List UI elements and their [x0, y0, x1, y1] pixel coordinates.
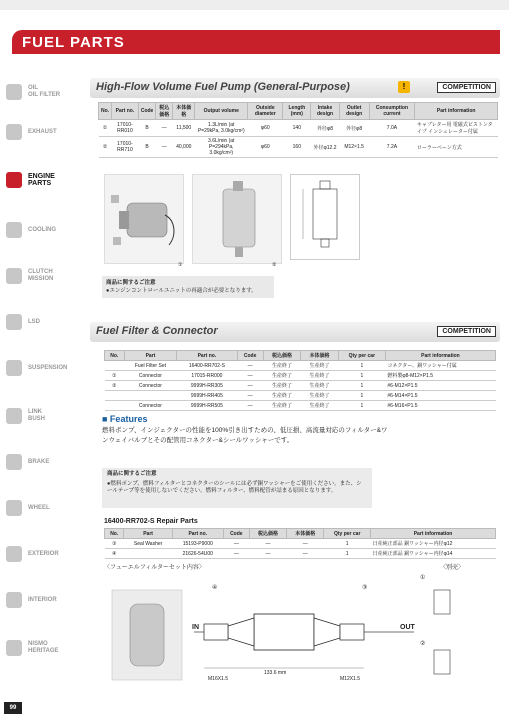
out-label: OUT	[400, 624, 415, 631]
sidebar-item-label: CLUTCH MISSION	[28, 269, 54, 282]
table-row	[105, 539, 496, 549]
table-cell: 1	[338, 371, 385, 381]
filter-section-header	[90, 322, 500, 342]
table-cell: φ60	[248, 120, 283, 137]
table-cell: Connector	[124, 371, 177, 381]
table-cell: —	[287, 549, 324, 559]
table-cell: —	[237, 381, 263, 391]
sidebar-item-cooling[interactable]	[6, 218, 90, 242]
table-cell: #6-M12×P1.5	[385, 381, 495, 391]
sidebar-item-brake[interactable]	[6, 450, 90, 474]
table-cell: M12×1.5	[339, 137, 369, 158]
sidebar-item-label: WHEEL	[28, 504, 50, 511]
page-title: FUEL PARTS	[12, 30, 500, 54]
table-cell: —	[287, 539, 324, 549]
table-cell: 生産終了	[301, 361, 339, 371]
table-cell: 9999H-RR505	[177, 401, 237, 411]
table-header: 本体価格	[301, 351, 339, 361]
table-cell: 7.0A	[369, 120, 415, 137]
warning-icon: !	[398, 81, 410, 93]
table-cell: 160	[283, 137, 311, 158]
table-header: Intake design	[311, 103, 339, 120]
table-header: Part no.	[177, 351, 237, 361]
table-row	[105, 391, 496, 401]
thread-right-label: M12X1.5	[340, 676, 361, 682]
table-cell: 外径φ12.2	[311, 137, 339, 158]
sidebar-item-suspension[interactable]	[6, 356, 90, 380]
table-cell: Connector	[124, 401, 177, 411]
table-cell: ②	[99, 137, 112, 158]
table-header: Code	[237, 351, 263, 361]
table-header: Code	[138, 103, 156, 120]
link-bush-icon	[6, 408, 22, 424]
table-cell: 11,500	[173, 120, 195, 137]
sidebar-item-wheel[interactable]	[6, 496, 90, 520]
table-cell: 9999H-RR305	[177, 381, 237, 391]
sidebar-item-lsd[interactable]	[6, 310, 90, 334]
table-cell: 生産終了	[263, 401, 301, 411]
table-header: Outside diameter	[248, 103, 283, 120]
repair-parts-title: 16400-RR702-S Repair Parts	[104, 518, 198, 525]
table-cell: —	[237, 391, 263, 401]
suspension-icon	[6, 360, 22, 376]
sidebar-item-label: COOLING	[28, 226, 56, 233]
pump-photo-2	[192, 174, 282, 264]
filter-set-label: 〈フューエルフィルターセット内容〉	[104, 565, 205, 571]
table-cell: —	[237, 371, 263, 381]
table-row	[105, 381, 496, 391]
part-number-2: ②	[420, 641, 426, 647]
table-header: 本体価格	[287, 529, 324, 539]
sidebar-item-link-bush[interactable]	[6, 404, 90, 428]
table-cell: 生産終了	[263, 381, 301, 391]
pump-section-header	[90, 78, 500, 98]
clutch-icon	[6, 268, 22, 284]
pump-table	[98, 102, 498, 158]
competition-badge: COMPETITION	[437, 82, 496, 93]
sidebar-item-label: LSD	[28, 318, 40, 325]
table-row	[105, 549, 496, 559]
table-cell: #6-M16×P1.5	[385, 401, 495, 411]
page-number: 99	[4, 702, 22, 714]
table-cell: ④	[105, 549, 124, 559]
table-row	[105, 361, 496, 371]
table-cell	[105, 361, 125, 371]
table-row	[99, 120, 498, 137]
table-cell: コネクター、銅ワッシャー付属	[385, 361, 495, 371]
table-cell: 140	[283, 120, 311, 137]
table-cell: 21626-54U00	[172, 549, 223, 559]
table-cell: 1.3L/min (at P=29kPa, 3.0kg/cm²)	[195, 120, 248, 137]
table-header: No.	[105, 351, 125, 361]
sidebar-item-label: LINK BUSH	[28, 409, 46, 422]
sidebar-item-nismo-heritage[interactable]	[6, 636, 90, 660]
sidebar-item-label: ENGINE PARTS	[28, 173, 55, 187]
table-cell: —	[156, 137, 173, 158]
lsd-icon	[6, 314, 22, 330]
filter-table	[104, 350, 496, 411]
notice-text: ●エンジンコントロールユニットの再適合が必要となります。	[106, 288, 257, 294]
table-cell: 生産終了	[301, 401, 339, 411]
table-cell: —	[223, 539, 249, 549]
exhaust-icon	[6, 124, 22, 140]
table-cell: ②	[105, 381, 125, 391]
table-cell: 3.6L/min (at P=294kPa, 3.0kg/cm²)	[195, 137, 248, 158]
table-cell: 日産純正部品 銅ワッシャー内径φ12	[371, 539, 496, 549]
filter-notice	[102, 468, 372, 508]
top-band	[0, 0, 509, 10]
sidebar-item-label: EXHAUST	[28, 128, 57, 135]
table-header: 本体価格	[173, 103, 195, 120]
image-number: ②	[272, 262, 277, 268]
exterior-icon	[6, 546, 22, 562]
table-cell: 17010-RR010	[112, 120, 139, 137]
table-cell: 17010-RR710	[112, 137, 139, 158]
table-cell: —	[237, 361, 263, 371]
table-header: 税込価格	[249, 529, 286, 539]
features-text: 燃料ポンプ、インジェクターの性能を100%引き出すための、低圧損、高流量対応のフィルター&ワンウェイバルブとその配管用コネクター&シールワッシャーです。	[102, 427, 388, 444]
table-header: No.	[105, 529, 124, 539]
filter-body	[254, 614, 314, 650]
pump-2-illustration	[193, 175, 283, 265]
table-header: Qty per car	[324, 529, 371, 539]
table-header: Part information	[415, 103, 498, 120]
sidebar-item-clutch[interactable]	[6, 264, 90, 288]
table-header: Part information	[385, 351, 495, 361]
table-cell: 1	[324, 539, 371, 549]
table-header: Part	[124, 351, 177, 361]
thread-left-label: M16X1.5	[208, 676, 229, 682]
dimension-drawing	[291, 175, 361, 261]
table-cell: 外径φ8	[311, 120, 339, 137]
table-cell: B	[138, 120, 156, 137]
wheel-icon	[6, 500, 22, 516]
in-label: IN	[192, 624, 199, 631]
table-cell: B	[138, 137, 156, 158]
part-number-4: ④	[212, 585, 218, 591]
table-header: No.	[99, 103, 112, 120]
table-cell: —	[249, 549, 286, 559]
table-header: Part information	[371, 529, 496, 539]
table-cell: Fuel Filter Set	[124, 361, 177, 371]
table-header: Length (mm)	[283, 103, 311, 120]
sidebar-item-engine-parts[interactable]	[6, 168, 90, 192]
table-cell: ①	[99, 120, 112, 137]
sidebar-item-exterior[interactable]	[6, 542, 90, 566]
table-cell: Connector	[124, 381, 177, 391]
notice-text: ●燃料ポンプ、燃料フィルターとコネクターのシールには必ず銅ワッシャーをご使用ください。また、シールテープ等を使用しないでください。燃料フィルター、燃料配管が詰まる原因となります。	[107, 480, 362, 494]
notice-heading: 商品に関するご注意	[106, 280, 156, 286]
heritage-icon	[6, 640, 22, 656]
table-cell	[105, 401, 125, 411]
table-header: Consumption current	[369, 103, 415, 120]
table-cell: 生産終了	[263, 361, 301, 371]
table-cell: 1	[338, 401, 385, 411]
table-row	[105, 401, 496, 411]
competition-badge: COMPETITION	[437, 326, 496, 337]
table-row	[99, 137, 498, 158]
sidebar-item-label: BRAKE	[28, 458, 50, 465]
sidebar-item-label: SUSPENSION	[28, 364, 68, 371]
connector-2	[434, 650, 450, 674]
pump-section-title: High-Flow Volume Fuel Pump (General-Purpose)	[96, 81, 350, 93]
repair-table	[104, 528, 496, 559]
interior-icon	[6, 592, 22, 608]
table-cell: 17015-RR000	[177, 371, 237, 381]
sidebar-item-label: NISMO HERITAGE	[28, 641, 59, 654]
sidebar-item-label: OIL OIL FILTER	[28, 85, 61, 98]
sidebar-item-label: INTERIOR	[28, 596, 57, 603]
table-cell: —	[156, 120, 173, 137]
table-header: Part	[124, 529, 172, 539]
image-number: ①	[178, 262, 183, 268]
pump-photo-1	[104, 174, 184, 264]
table-header: Code	[223, 529, 249, 539]
table-cell: 燃料製φ8-M12×P1.5	[385, 371, 495, 381]
table-header: 税込価格	[263, 351, 301, 361]
sidebar-item-oil[interactable]	[6, 80, 90, 104]
table-header: 税込価格	[156, 103, 173, 120]
pump-notice	[102, 276, 274, 298]
sidebar-item-interior[interactable]	[6, 588, 90, 612]
oil-icon	[6, 84, 22, 100]
table-cell: 1	[324, 549, 371, 559]
filter-assembly-drawing	[104, 570, 496, 700]
table-cell: 1	[338, 361, 385, 371]
table-cell: 外径φ8	[339, 120, 369, 137]
table-cell: ①	[105, 371, 125, 381]
table-cell: —	[237, 401, 263, 411]
filter-section-title: Fuel Filter & Connector	[96, 325, 218, 337]
engine-icon	[6, 172, 22, 188]
table-cell: 9999H-RR405	[177, 391, 237, 401]
table-cell: Seal Washer	[124, 539, 172, 549]
filter-diagram	[104, 570, 496, 700]
sidebar-item-exhaust[interactable]	[6, 120, 90, 144]
table-cell: 1	[338, 381, 385, 391]
table-cell: φ60	[248, 137, 283, 158]
table-header: Part no.	[172, 529, 223, 539]
table-cell: ローラーベーン方式	[415, 137, 498, 158]
table-cell: 15193-P9000	[172, 539, 223, 549]
part-number-1: ①	[420, 575, 426, 581]
table-cell: 日産純正部品 銅ワッシャー内径φ14	[371, 549, 496, 559]
table-cell	[124, 391, 177, 401]
sidebar-item-label: EXTERIOR	[28, 550, 59, 557]
brake-icon	[6, 454, 22, 470]
table-cell	[124, 549, 172, 559]
table-cell: 生産終了	[301, 381, 339, 391]
table-cell: 7.2A	[369, 137, 415, 158]
table-cell: 生産終了	[301, 371, 339, 381]
notice-heading: 商品に関するご注意	[107, 471, 157, 477]
table-header: Outlet design	[339, 103, 369, 120]
table-cell	[105, 391, 125, 401]
pump-1-illustration	[105, 175, 185, 265]
table-header: Output volume	[195, 103, 248, 120]
table-cell: —	[249, 539, 286, 549]
table-cell: 1	[338, 391, 385, 401]
table-row	[105, 371, 496, 381]
part-number-3: ③	[362, 585, 368, 591]
features-heading: ■ Features	[102, 414, 148, 424]
table-cell: 16400-RR702-S	[177, 361, 237, 371]
table-header: Qty per car	[338, 351, 385, 361]
pump-dimension-drawing	[290, 174, 360, 260]
table-cell: 生産終了	[301, 391, 339, 401]
table-cell: キャブレター用 電磁式ピストンタイプ インシュレーター付属	[415, 120, 498, 137]
table-cell: —	[223, 549, 249, 559]
table-cell: 生産終了	[263, 391, 301, 401]
connector-1	[434, 590, 450, 614]
table-header: Part no.	[112, 103, 139, 120]
cooling-icon	[6, 222, 22, 238]
table-cell: 生産終了	[263, 371, 301, 381]
table-cell: 40,000	[173, 137, 195, 158]
table-cell: #6-M14×P1.5	[385, 391, 495, 401]
table-cell: ③	[105, 539, 124, 549]
sold-separately-label: 〈別売〉	[440, 565, 465, 571]
total-length-label: 133.6 mm	[264, 670, 287, 676]
